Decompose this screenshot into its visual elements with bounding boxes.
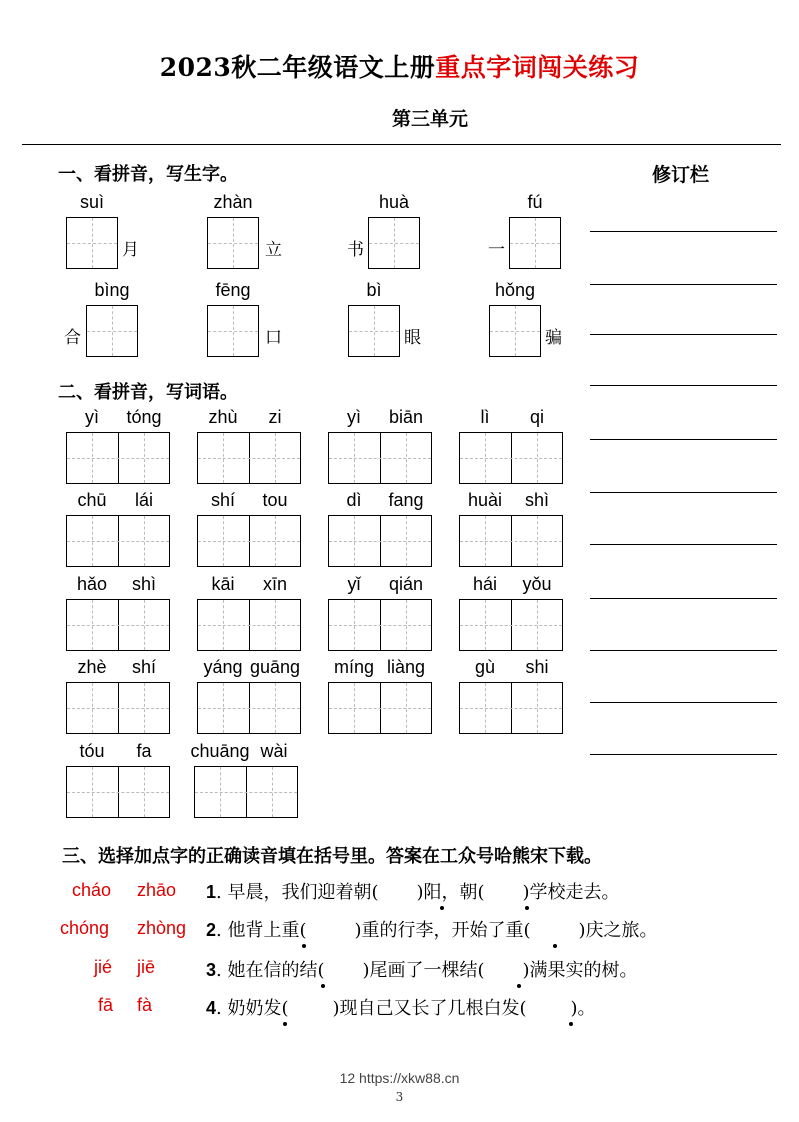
reading-option: cháo (72, 880, 112, 900)
word-pinyin: zhè (77, 657, 107, 677)
word-pinyin: fang (388, 490, 424, 510)
char-write-box[interactable] (86, 305, 138, 357)
char-write-box[interactable] (509, 217, 561, 269)
word-pinyin: gù (474, 657, 496, 677)
revision-line (590, 702, 777, 703)
char-write-box[interactable] (207, 217, 259, 269)
sentence-part: )现自己又长了几根白发( (332, 998, 527, 1019)
word-pinyin: yǐ (347, 574, 361, 594)
word-pinyin: kāi (211, 574, 235, 594)
word-pinyin: zhù (208, 407, 238, 427)
word-pinyin: lì (480, 407, 490, 427)
word-pinyin: biān (388, 407, 424, 427)
revision-line (590, 492, 777, 493)
word-pinyin: yáng (203, 657, 243, 677)
word-write-box[interactable] (459, 599, 563, 651)
question-sentence (206, 916, 658, 942)
watermark-url: 12 https://xkw88.cn (339, 1070, 460, 1086)
sentence-part: . 奶奶发( (216, 998, 289, 1019)
emphasis-dot (553, 944, 557, 948)
word-write-box[interactable] (66, 515, 170, 567)
word-write-box[interactable] (459, 682, 563, 734)
word-write-box[interactable] (197, 682, 301, 734)
word-pinyin: tóng (126, 407, 162, 427)
char-pinyin: fú (527, 192, 543, 212)
unit-subtitle: 第三单元 (391, 108, 468, 130)
word-pinyin: hǎo (76, 574, 108, 594)
emphasis-dot (517, 984, 521, 988)
emphasis-dot (569, 1022, 573, 1026)
word-pinyin: míng (333, 657, 375, 677)
question-sentence (206, 956, 638, 982)
char-pinyin: fēng (215, 280, 251, 300)
word-pinyin: shì (131, 574, 156, 594)
revision-line (590, 598, 777, 599)
char-write-box[interactable] (368, 217, 420, 269)
char-pinyin: bìng (94, 280, 130, 300)
char-pinyin: zhàn (213, 192, 253, 212)
emphasis-dot (440, 906, 444, 910)
revision-line (590, 439, 777, 440)
question-sentence (206, 994, 596, 1020)
page-title (0, 48, 799, 84)
revision-line (590, 231, 777, 232)
question-sentence (206, 878, 620, 904)
question-number: 3 (206, 960, 217, 980)
sentence-part: )。 (570, 998, 596, 1019)
word-write-box[interactable] (66, 599, 170, 651)
sentence-part: )尾画了一棵结( (362, 960, 485, 981)
emphasis-dot (321, 984, 325, 988)
word-write-box[interactable] (459, 515, 563, 567)
word-pinyin: yì (346, 407, 361, 427)
word-pinyin: liàng (386, 657, 426, 677)
word-write-box[interactable] (66, 766, 170, 818)
revision-line (590, 385, 777, 386)
header-divider (22, 144, 781, 145)
emphasis-dot (525, 906, 529, 910)
word-pinyin: qián (388, 574, 424, 594)
word-pinyin: shí (210, 490, 235, 510)
char-hint: 一 (488, 240, 505, 260)
word-pinyin: chuāng (190, 741, 250, 761)
reading-option: zhòng (137, 918, 187, 938)
revision-line (590, 284, 777, 285)
reading-option: jié (94, 957, 113, 977)
char-hint: 眼 (404, 328, 421, 348)
char-pinyin: suì (79, 192, 104, 212)
char-pinyin: huà (378, 192, 410, 212)
word-pinyin: lái (134, 490, 153, 510)
sentence-part: )重的行李，开始了重( (354, 920, 531, 941)
word-write-box[interactable] (197, 599, 301, 651)
sentence-part: . 早晨，我们迎着朝( (216, 882, 379, 903)
word-pinyin: yì (84, 407, 99, 427)
revision-line (590, 754, 777, 755)
word-write-box[interactable] (328, 515, 432, 567)
char-hint: 骗 (545, 328, 562, 348)
title-red: 重点字词闯关练习 (435, 53, 640, 82)
char-hint: 立 (265, 240, 282, 260)
reading-option: fā (98, 995, 114, 1015)
char-pinyin: hǒng (494, 280, 536, 300)
word-write-box[interactable] (197, 515, 301, 567)
char-hint: 月 (122, 240, 139, 260)
title-black: 2023秋二年级语文上册 (159, 53, 436, 82)
sentence-part: . 他背上重( (216, 920, 307, 941)
char-write-box[interactable] (348, 305, 400, 357)
word-pinyin: guāng (249, 657, 301, 677)
sentence-part: )庆之旅。 (578, 920, 658, 941)
sentence-part: )满果实的树。 (522, 960, 638, 981)
word-pinyin: tóu (79, 741, 105, 761)
word-pinyin: yǒu (522, 574, 552, 594)
reading-option: fà (137, 995, 153, 1015)
revision-label: 修订栏 (652, 164, 710, 186)
section3-heading: 三、选择加点字的正确读音填在括号里。答案在工众号哈熊宋下载。 (62, 846, 602, 867)
word-pinyin: chū (77, 490, 107, 510)
word-pinyin: zi (268, 407, 282, 427)
word-write-box[interactable] (459, 432, 563, 484)
reading-option: chóng (60, 918, 110, 938)
question-number: 4 (206, 998, 217, 1018)
word-write-box[interactable] (194, 766, 298, 818)
word-write-box[interactable] (66, 432, 170, 484)
word-pinyin: huài (467, 490, 503, 510)
emphasis-dot (283, 1022, 287, 1026)
char-hint: 书 (347, 240, 364, 260)
word-pinyin: qi (529, 407, 544, 427)
word-pinyin: hái (472, 574, 498, 594)
word-write-box[interactable] (328, 599, 432, 651)
char-write-box[interactable] (66, 217, 118, 269)
question-number: 2 (206, 920, 217, 940)
word-pinyin: shi (525, 657, 549, 677)
sentence-part: )学校走去。 (522, 882, 620, 903)
word-pinyin: tou (262, 490, 288, 510)
word-pinyin: xīn (262, 574, 287, 594)
revision-line (590, 334, 777, 335)
word-write-box[interactable] (66, 682, 170, 734)
char-pinyin: bì (366, 280, 382, 300)
char-write-box[interactable] (207, 305, 259, 357)
revision-line (590, 650, 777, 651)
char-write-box[interactable] (489, 305, 541, 357)
word-pinyin: shì (524, 490, 549, 510)
word-pinyin: fa (136, 741, 152, 761)
char-hint: 合 (64, 328, 81, 348)
sentence-part: . 她在信的结( (216, 960, 325, 981)
section1-heading: 一、看拼音，写生字。 (58, 164, 238, 185)
word-pinyin: shí (131, 657, 156, 677)
page-number: 3 (395, 1090, 404, 1104)
word-write-box[interactable] (328, 682, 432, 734)
char-hint: 口 (265, 328, 282, 348)
sentence-part: )阳，朝( (416, 882, 485, 903)
emphasis-dot (302, 944, 306, 948)
word-write-box[interactable] (328, 432, 432, 484)
word-pinyin: wài (260, 741, 288, 761)
section2-heading: 二、看拼音，写词语。 (58, 382, 238, 403)
reading-option: jiē (137, 957, 156, 977)
question-number: 1 (206, 882, 217, 902)
reading-option: zhāo (137, 880, 177, 900)
word-pinyin: dì (346, 490, 362, 510)
revision-line (590, 544, 777, 545)
word-write-box[interactable] (197, 432, 301, 484)
